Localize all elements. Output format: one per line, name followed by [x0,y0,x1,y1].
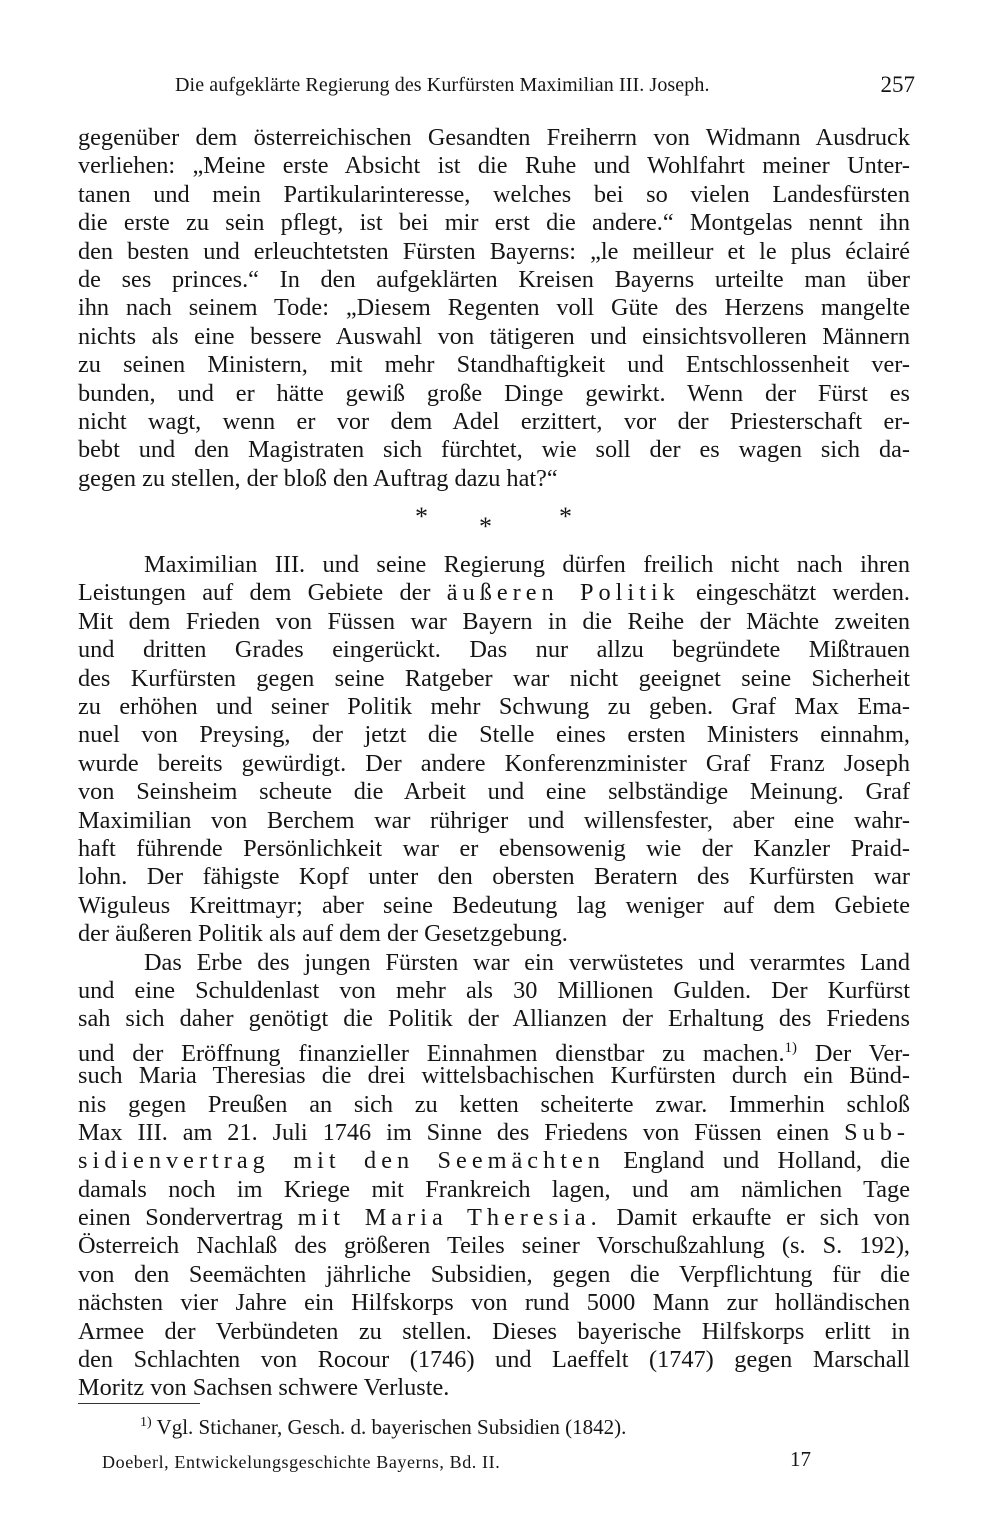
text-line [78,1119,910,1147]
text-line: tanen und mein Partikularinteresse, welches bei so vielen Landesfürsten [78,180,910,208]
text-line: verliehen: „Meine erste Absicht ist die Ruhe und Wohlfahrt meiner Unter- [78,152,910,180]
text-line: Moritz von Sachsen schwere Verluste. [78,1374,450,1402]
text-line: nis gegen Preußen an sich zu ketten scheiterte zwar. Immerhin schloß [78,1090,910,1118]
text-line: bunden, und er hätte gewiß große Dinge gewirkt. Wenn der Fürst es [78,379,910,407]
text-line: sah sich daher genötigt die Politik der Allianzen der Erhaltung des Friedens [78,1005,910,1033]
text-line: nuel von Preysing, der jetzt die Stelle eines ersten Ministers einnahm, [78,721,910,749]
text-line: lohn. Der fähigste Kopf unter den obersten Beratern des Kurfürsten war [78,863,910,891]
text-line: ihn nach seinem Tode: „Diesem Regenten voll Güte des Herzens mangelte [78,294,910,322]
text-line: damals noch im Kriege mit Frankreich lagen, und am nämlichen Tage [78,1175,910,1203]
text-line [78,579,910,607]
footnote-text: Vgl. Stichaner, Gesch. d. bayerischen Subsidien (1842). [156,1415,627,1439]
text-line: zu seinen Ministern, mit mehr Standhaftigkeit und Entschlossenheit ver- [78,351,910,379]
text-run: einen Sondervertrag [78,1204,298,1232]
text-run: Damit erkaufte er sich von [601,1204,910,1232]
footnote-marker: 1) [140,1415,152,1430]
text-run: England und Holland, die [604,1147,910,1175]
page-body [78,124,910,1403]
text-line: den Schlachten von Rocour (1746) und Laeffelt (1747) gegen Marschall [78,1346,910,1374]
text-line: de ses princes.“ In den aufgeklärten Kreisen Bayerns urteilte man über [78,265,910,293]
text-line: bebt und den Magistraten sich fürchtet, wie soll der es wagen sich da- [78,436,910,464]
spaced-emphasis: mit Maria Theresia. [297,1204,602,1232]
text-line [78,1034,910,1067]
footnote-reference[interactable]: 1) [784,1039,798,1056]
signature-mark: 17 [790,1447,811,1471]
printer-signature: Doeberl, Entwickelungsgeschichte Bayerns, Bd. II. [102,1452,501,1472]
text-line: den besten und erleuchtetsten Fürsten Bayerns: „le meilleur et le plus éclairé [78,237,910,265]
text-run: Max III. am 21. Juli 1746 im Sinne des Friedens von Füssen einen [78,1118,845,1146]
text-line: von den Seemächten jährliche Subsidien, gegen die Verpflichtung für die [78,1260,910,1288]
text-line: nicht wagt, wenn er vor dem Adel erzittert, vor der Priesterschaft er- [78,407,910,435]
asterisk: * [559,502,572,531]
running-header [175,74,915,104]
text-line: und eine Schuldenlast von mehr als 30 Millionen Gulden. Der Kurfürst [78,976,910,1004]
text-run: und der Eröffnung finanzieller Einnahmen dienstbar zu machen. [78,1039,785,1067]
text-line: gegen zu stellen, der bloß den Auftrag dazu hat?“ [78,464,558,492]
spaced-emphasis: sidienvertrag mit den Seemächten [78,1147,605,1175]
text-line: gegenüber dem österreichischen Gesandten Freiherrn von Widmann Ausdruck [78,124,910,151]
footnote-rule [78,1403,200,1404]
text-line: wurde bereits gewürdigt. Der andere Konferenzminister Graf Franz Joseph [78,749,910,777]
text-line: nächsten vier Jahre ein Hilfskorps von rund 5000 Mann zur holländischen [78,1289,910,1317]
text-line: Armee der Verbündeten zu stellen. Dieses bayerische Hilfskorps erlitt in [78,1317,910,1345]
page-number: 257 [880,72,915,97]
running-title: Die aufgeklärte Regierung des Kurfürsten Maximilian III. Joseph. [175,74,710,96]
text-line [78,1147,910,1175]
text-line: Maximilian III. und seine Regierung dürfen freilich nicht nach ihren [144,551,910,579]
text-line: haft führende Persönlichkeit war er ebensowenig wie der Kanzler Praid- [78,834,910,862]
asterisk: * [415,502,428,531]
text-line: der äußeren Politik als auf dem der Gesetzgebung. [78,920,568,948]
text-run: Leistungen auf dem Gebiete der [78,579,447,607]
text-line: des Kurfürsten gegen seine Ratgeber war nicht geeignet seine Sicherheit [78,664,910,692]
text-line: von Seinsheim scheute die Arbeit und eine selbständige Meinung. Graf [78,778,910,806]
text-line: die erste zu sein pflegt, ist bei mir erst die andere.“ Montgelas nennt ihn [78,209,910,237]
asterisk: * [479,512,492,541]
text-line: such Maria Theresias die drei wittelsbachischen Kurfürsten durch ein Bünd- [78,1062,910,1090]
text-line: Das Erbe des jungen Fürsten war ein verwüstetes und verarmtes Land [144,948,910,976]
text-line: und dritten Grades eingerückt. Das nur allzu begründete Mißtrauen [78,636,910,664]
footnote [140,1415,626,1440]
text-line: Österreich Nachlaß des größeren Teiles seiner Vorschußzahlung (s. S. 192), [78,1232,910,1260]
spaced-emphasis: Sub- [844,1118,910,1146]
text-line: nichts als eine bessere Auswahl von tätigeren und einsichtsvolleren Männern [78,322,910,350]
text-line: Maximilian von Berchem war rühriger und willensfester, aber eine wahr- [78,806,910,834]
text-line [78,1204,910,1232]
text-run: eingeschätzt werden. [679,579,910,607]
text-line: Wiguleus Kreittmayr; aber seine Bedeutung lag weniger auf dem Gebiete [78,891,910,919]
section-break [415,502,575,542]
spaced-emphasis: äußeren Politik [446,579,680,607]
text-line: zu erhöhen und seiner Politik mehr Schwung zu geben. Graf Max Ema- [78,693,910,721]
text-run: Der Ver- [797,1039,910,1067]
text-line: Mit dem Frieden von Füssen war Bayern in die Reihe der Mächte zweiten [78,607,910,635]
